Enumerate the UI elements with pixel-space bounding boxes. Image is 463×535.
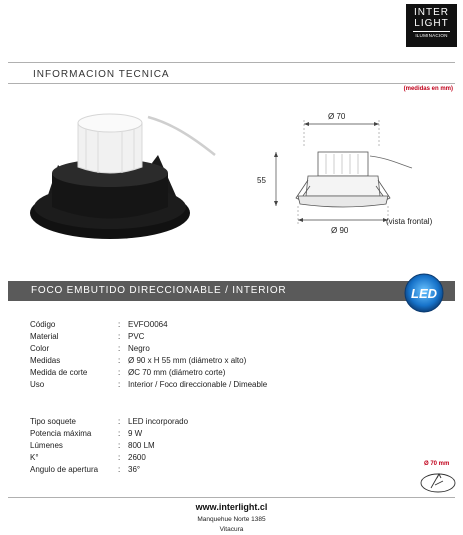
spec-value: 800 LM	[128, 441, 155, 450]
spec-value: Ø 90 x H 55 mm (diámetro x alto)	[128, 356, 247, 365]
spec-separator: :	[118, 441, 121, 450]
spec-separator: :	[118, 380, 121, 389]
led-badge-text: LED	[411, 286, 437, 301]
spec-value: Interior / Foco direccionable / Dimeable	[128, 380, 268, 389]
brand-line1: INTER	[414, 7, 449, 18]
spec-key: Potencia máxima	[30, 429, 92, 438]
spec-value: EVFO0064	[128, 320, 168, 329]
spec-key: Material	[30, 332, 59, 341]
brand-logo	[406, 4, 457, 47]
spec-separator: :	[118, 320, 121, 329]
spec-key: Uso	[30, 380, 45, 389]
spec-key: Medidas	[30, 356, 61, 365]
banner-title: FOCO EMBUTIDO DIRECCIONABLE / INTERIOR	[31, 285, 287, 296]
spec-separator: :	[118, 465, 121, 474]
cut-diameter-label: Ø 70 mm	[424, 461, 450, 467]
spec-key: Código	[30, 320, 56, 329]
spec-separator: :	[118, 417, 121, 426]
spec-value: PVC	[128, 332, 145, 341]
footer-website-link[interactable]: www.interlight.cl	[195, 502, 268, 512]
spec-value: 36°	[128, 465, 141, 474]
brand-line2: LIGHT	[414, 18, 449, 29]
spec-key: K°	[30, 453, 39, 462]
spec-separator: :	[118, 429, 121, 438]
spec-key: Angulo de apertura	[30, 465, 99, 474]
spec-key: Tipo soquete	[30, 417, 76, 426]
footer-address: Manquehue Norte 1385	[197, 516, 266, 523]
spec-key: Medida de corte	[30, 368, 88, 377]
spec-value: 9 W	[128, 429, 143, 438]
spec-value: 2600	[128, 453, 146, 462]
footer-city: Vitacura	[219, 526, 244, 533]
spec-key: Lúmenes	[30, 441, 63, 450]
spec-separator: :	[118, 368, 121, 377]
view-label: (vista frontal)	[386, 217, 433, 226]
spec-key: Color	[30, 344, 50, 353]
spec-separator: :	[118, 453, 121, 462]
spec-separator: :	[118, 332, 121, 341]
spec-value: Negro	[128, 344, 150, 353]
dim-top-diameter: Ø 70	[328, 112, 346, 121]
led-badge-icon	[404, 273, 444, 313]
product-banner	[8, 281, 455, 301]
divider-footer	[8, 497, 455, 498]
spec-value: LED incorporado	[128, 417, 189, 426]
dim-height: 55	[257, 176, 266, 185]
section-title: INFORMACION TECNICA	[33, 69, 170, 80]
spec-separator: :	[118, 356, 121, 365]
cut-hole-icon	[419, 469, 457, 495]
spec-value: ØC 70 mm (diámetro corte)	[128, 368, 226, 377]
measures-note: (medidas en mm)	[403, 86, 453, 92]
dim-bottom-diameter: Ø 90	[331, 226, 349, 235]
brand-line3: ILUMINACION	[413, 31, 450, 38]
product-image	[30, 95, 230, 255]
spec-separator: :	[118, 344, 121, 353]
divider-section	[8, 83, 455, 84]
divider-top	[8, 62, 455, 63]
